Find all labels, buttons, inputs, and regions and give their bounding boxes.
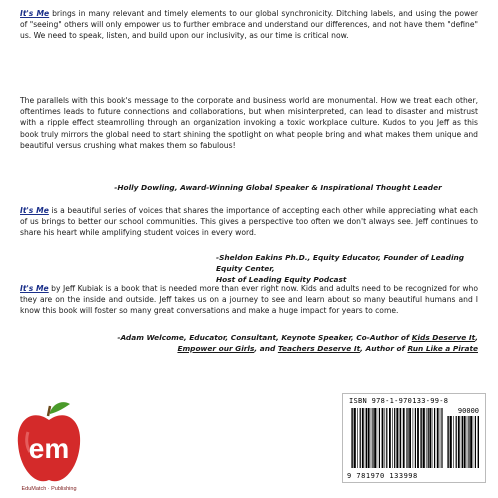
review-paragraph-4 — [20, 283, 478, 317]
review-paragraph-1 — [20, 8, 478, 42]
review-attribution-3 — [216, 252, 478, 285]
review-attribution-2: -Holly Dowling, Award-Winning Global Speaker & Inspirational Thought Leader — [114, 183, 442, 192]
barcode-digits: 9 781970 133998 — [347, 472, 418, 480]
attribution-line: -Sheldon Eakins Ph.D., Equity Educator, Founder of Leading Equity Center, — [216, 253, 465, 273]
logo-letters: em — [28, 433, 70, 464]
review-text: The parallels with this book's message to the corporate and business world are monumental. How we treat each other, oftentimes leads to future connections and collaborations, but when misinterpreted, can lead to disaster and mistrust with a ripple effect steamrolling through an organization invoking a toxic workplace culture. Kudos to you Jeff as this book truly mirrors the global need to start shining the spotlight on what people bring and what makes them unique and beautiful versus crushing what makes them so fabulous! — [20, 96, 478, 150]
book-ref: Teachers Deserve It — [277, 344, 361, 353]
publisher-name: EduMatch · Publishing — [21, 486, 77, 492]
book-title-ref: It's Me — [20, 206, 49, 215]
attribution-line: Empower our Girls, and Teachers Deserve It, Author of Run Like a Pirate — [177, 344, 478, 353]
price-code: 90000 — [457, 407, 479, 415]
barcode-bars — [351, 408, 443, 468]
apple-logo-icon — [14, 398, 84, 486]
attribution-line: -Adam Welcome, Educator, Consultant, Keynote Speaker, Co-Author of Kids Deserve It, — [117, 333, 478, 342]
barcode-box — [342, 393, 486, 483]
attribution-line: Host of Leading Equity Podcast — [216, 275, 347, 284]
review-text: by Jeff Kubiak is a book that is needed more than ever right now. Kids and adults need to be recognized for who they are on the inside and outside. Jeff takes us on a journey to see and learn about so many beautiful humans and I know this book will foster so many great conversations and make a huge impact for years to come. — [20, 284, 479, 316]
review-text: is a beautiful series of voices that shares the importance of accepting each other while appreciating what each of us brings to better our school communities. This gives a perspective too often we don't always see. Jeff continues to share his heart while amplifying student voices in every word. — [20, 206, 478, 238]
book-ref: Empower our Girls — [177, 344, 255, 353]
isbn-text: ISBN 978-1-970133-99-8 — [349, 397, 449, 405]
book-ref: Run Like a Pirate — [407, 344, 478, 353]
barcode-addon-bars — [447, 416, 479, 468]
review-paragraph-2 — [20, 95, 478, 151]
book-title-ref: It's Me — [20, 9, 50, 18]
review-attribution-4 — [105, 332, 478, 354]
review-paragraph-3 — [20, 205, 478, 239]
review-text: brings in many relevant and timely elements to our global synchronicity. Ditching labels, and using the power of "seeing" others will only empower us to further embrace and understand our differences, and not have them "define" us. We need to speak, listen, and build upon our inclusivity, as our time is critical now. — [20, 9, 479, 41]
book-ref: Kids Deserve It — [411, 333, 476, 342]
book-title-ref: It's Me — [20, 284, 49, 293]
